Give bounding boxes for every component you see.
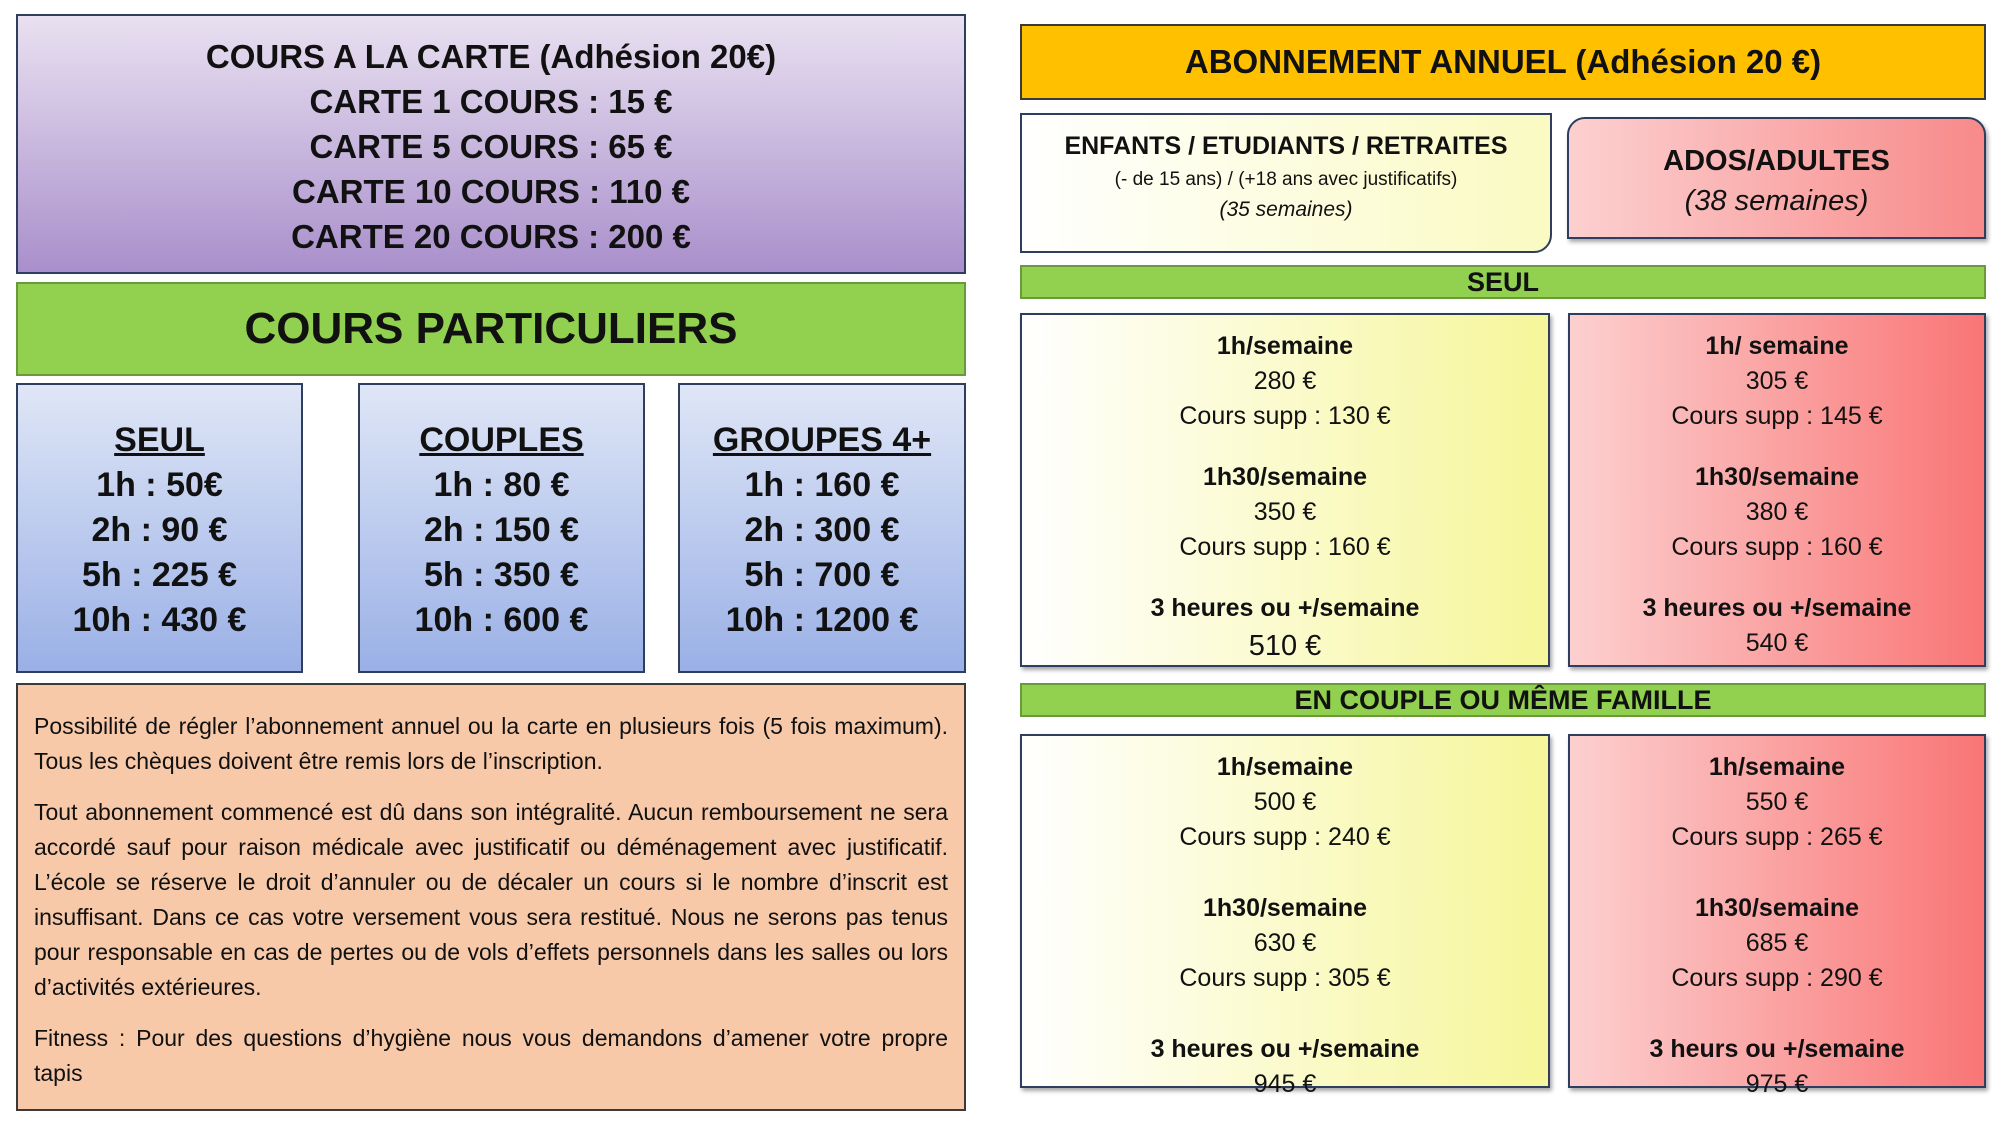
price-supp: Cours supp : 290 € bbox=[1671, 964, 1883, 992]
price-supp: Cours supp : 265 € bbox=[1671, 823, 1883, 851]
note-payment: Possibilité de régler l’abonnement annuel ou la carte en plusieurs fois (5 fois maximum). Tous les chèques doivent être remis lors de l’inscription. bbox=[34, 713, 948, 774]
price-value: 510 € bbox=[1248, 630, 1322, 662]
category-adultes-duration: (38 semaines) bbox=[1684, 185, 1869, 217]
price-value: 540 € bbox=[1745, 629, 1809, 657]
particuliers-couples-line: 5h : 350 € bbox=[424, 556, 579, 594]
particuliers-couples-heading: COUPLES bbox=[419, 421, 584, 459]
particuliers-groupes-box bbox=[678, 383, 966, 673]
abonnement-annuel-title: ABONNEMENT ANNUEL (Adhésion 20 €) bbox=[1020, 24, 1986, 100]
carte-title: COURS A LA CARTE (Adhésion 20€) bbox=[205, 38, 777, 75]
price-supp: Cours supp : 160 € bbox=[1671, 533, 1883, 561]
price-value: 550 € bbox=[1745, 788, 1809, 816]
carte-10-cours: CARTE 10 COURS : 110 € bbox=[292, 173, 690, 210]
particuliers-couples-line: 10h : 600 € bbox=[414, 601, 589, 639]
price-heading: 1h/ semaine bbox=[1705, 332, 1849, 360]
price-heading: 1h/semaine bbox=[1708, 753, 1846, 781]
seul-adultes-prices bbox=[1568, 313, 1986, 667]
price-supp: Cours supp : 305 € bbox=[1179, 964, 1391, 992]
particuliers-groupes-line: 1h : 160 € bbox=[744, 466, 900, 504]
seul-enfants-prices bbox=[1020, 313, 1550, 667]
price-value: 500 € bbox=[1253, 788, 1317, 816]
carte-5-cours: CARTE 5 COURS : 65 € bbox=[309, 128, 673, 165]
carte-1-cours: CARTE 1 COURS : 15 € bbox=[309, 83, 673, 120]
particuliers-seul-heading: SEUL bbox=[114, 421, 205, 459]
conditions-notes-box bbox=[16, 683, 966, 1111]
particuliers-seul-line: 5h : 225 € bbox=[82, 556, 237, 594]
category-enfants-etudiants-retraites bbox=[1020, 113, 1552, 253]
particuliers-seul-box bbox=[16, 383, 303, 673]
category-ados-adultes bbox=[1567, 117, 1986, 239]
price-value: 685 € bbox=[1745, 929, 1809, 957]
section-seul-bar: SEUL bbox=[1020, 265, 1986, 299]
price-heading: 1h/semaine bbox=[1216, 332, 1354, 360]
particuliers-seul-line: 10h : 430 € bbox=[72, 601, 247, 639]
price-heading: 3 heures ou +/semaine bbox=[1150, 594, 1420, 622]
category-enfants-subtitle: (- de 15 ans) / (+18 ans avec justificatifs) bbox=[1114, 169, 1458, 190]
category-enfants-title: ENFANTS / ETUDIANTS / RETRAITES bbox=[1064, 132, 1508, 160]
section-couple-famille-bar: EN COUPLE OU MÊME FAMILLE bbox=[1020, 683, 1986, 717]
particuliers-seul-line: 1h : 50€ bbox=[96, 466, 223, 504]
cours-particuliers-title: COURS PARTICULIERS bbox=[16, 282, 966, 376]
carte-20-cours: CARTE 20 COURS : 200 € bbox=[291, 218, 691, 255]
price-value: 280 € bbox=[1253, 367, 1317, 395]
price-value: 380 € bbox=[1745, 498, 1809, 526]
price-heading: 1h30/semaine bbox=[1203, 463, 1367, 491]
price-supp: Cours supp : 130 € bbox=[1179, 402, 1391, 430]
price-supp: Cours supp : 145 € bbox=[1671, 402, 1883, 430]
particuliers-couples-line: 2h : 150 € bbox=[424, 511, 579, 549]
price-value: 305 € bbox=[1745, 367, 1809, 395]
price-supp: Cours supp : 240 € bbox=[1179, 823, 1391, 851]
price-heading: 1h/semaine bbox=[1216, 753, 1354, 781]
particuliers-seul-line: 2h : 90 € bbox=[91, 511, 228, 549]
note-fitness: Fitness : Pour des questions d’hygiène nous vous demandons d’amener votre propre tapis bbox=[34, 1025, 948, 1086]
price-heading: 1h30/semaine bbox=[1695, 894, 1859, 922]
price-value: 975 € bbox=[1745, 1070, 1809, 1098]
particuliers-groupes-heading: GROUPES 4+ bbox=[712, 421, 932, 459]
price-heading: 3 heurs ou +/semaine bbox=[1649, 1035, 1905, 1063]
particuliers-groupes-line: 5h : 700 € bbox=[744, 556, 900, 594]
price-heading: 1h30/semaine bbox=[1203, 894, 1367, 922]
particuliers-couples-box bbox=[358, 383, 645, 673]
price-heading: 3 heures ou +/semaine bbox=[1150, 1035, 1420, 1063]
price-heading: 1h30/semaine bbox=[1695, 463, 1859, 491]
price-value: 945 € bbox=[1253, 1070, 1317, 1098]
particuliers-groupes-line: 10h : 1200 € bbox=[725, 601, 919, 639]
category-adultes-title: ADOS/ADULTES bbox=[1663, 145, 1890, 177]
category-enfants-duration: (35 semaines) bbox=[1219, 198, 1353, 221]
couple-adultes-prices bbox=[1568, 734, 1986, 1098]
price-value: 630 € bbox=[1253, 929, 1317, 957]
particuliers-groupes-line: 2h : 300 € bbox=[744, 511, 900, 549]
price-value: 350 € bbox=[1253, 498, 1317, 526]
particuliers-couples-line: 1h : 80 € bbox=[433, 466, 570, 504]
carte-pricing-box bbox=[16, 14, 966, 274]
note-refund: Tout abonnement commencé est dû dans son intégralité. Aucun remboursement ne sera accordé sauf pour raison médicale avec justificatif ou déménagement avec justificatif. L’école se réserve le droit d’annuler ou de décaler un cours si le nombre d’inscrit est insuffisant. Dans ce cas votre versement vous sera restitué. Nous ne serons pas tenus pour responsable en cas de pertes ou de vols d’effets personnels dans les salles ou lors d’activités extérieures. bbox=[34, 799, 948, 1000]
price-heading: 3 heures ou +/semaine bbox=[1642, 594, 1912, 622]
price-supp: Cours supp : 160 € bbox=[1179, 533, 1391, 561]
couple-enfants-prices bbox=[1020, 734, 1550, 1098]
